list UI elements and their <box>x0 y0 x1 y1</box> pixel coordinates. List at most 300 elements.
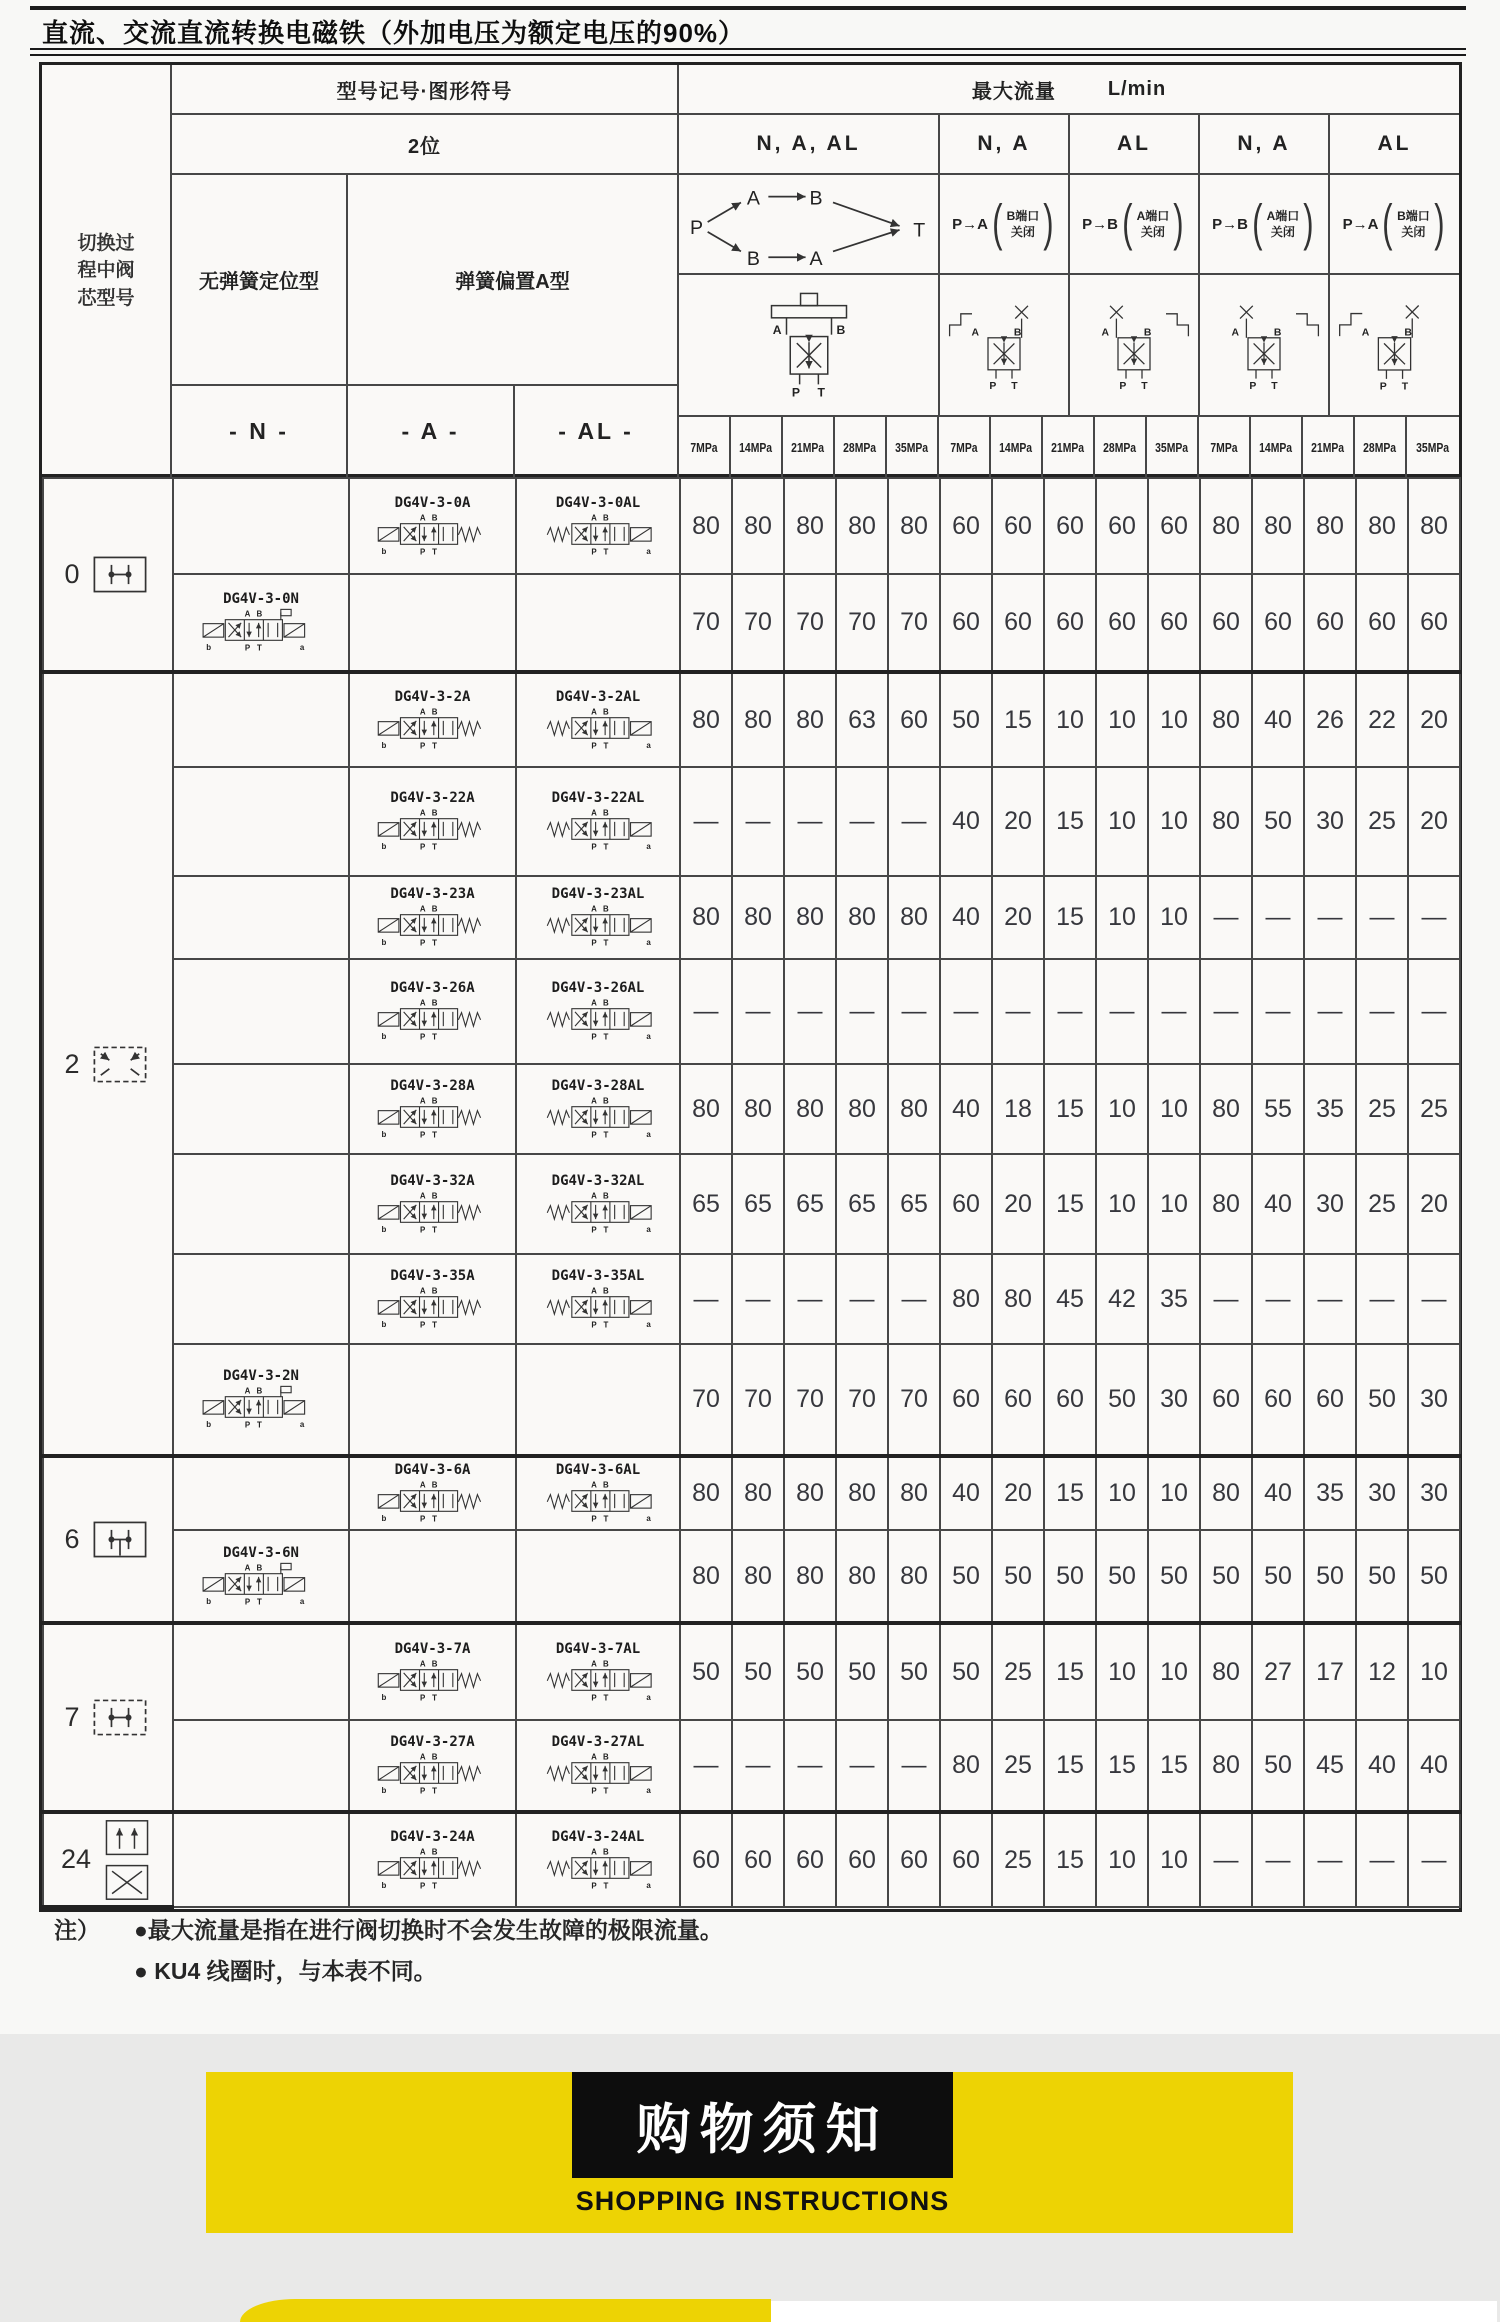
valve-schematic-icon <box>527 1284 669 1330</box>
flow-value: — <box>1408 1254 1460 1344</box>
solenoid-label: b <box>380 1513 386 1523</box>
port-label: A <box>591 1480 597 1490</box>
flow-value: 80 <box>732 1064 784 1154</box>
port-label: A <box>244 1563 251 1573</box>
title-divider <box>30 48 1466 56</box>
model-number: DG4V-3-0A <box>394 494 471 511</box>
solenoid-label: a <box>646 1129 651 1139</box>
solenoid-label: a <box>646 841 651 851</box>
flow-value: 80 <box>732 672 784 767</box>
flow-value: 35 <box>1148 1254 1200 1344</box>
flow-value: — <box>1200 1254 1252 1344</box>
flow-value: 60 <box>680 1812 732 1907</box>
positions-header <box>172 115 679 175</box>
port-label: B <box>431 904 437 914</box>
flow-value: 60 <box>1200 1344 1252 1456</box>
model-cell <box>349 1456 516 1530</box>
flow-value: 60 <box>1096 574 1148 672</box>
closed-port-line: 关闭 <box>1140 225 1165 239</box>
flow-value: 25 <box>1356 1154 1408 1254</box>
port-label: T <box>431 1514 437 1524</box>
port-label: P <box>591 1225 597 1235</box>
spool-number: 7 <box>64 1702 80 1732</box>
pressure-header <box>731 417 783 477</box>
flow-path-diagram <box>684 177 934 271</box>
solenoid-label: a <box>646 937 651 947</box>
valve-schematic-icon <box>362 705 504 751</box>
port-label: T <box>431 1032 437 1042</box>
note-line: ● KU4 线圈时，与本表不同。 <box>134 1958 437 1984</box>
solenoid-label: b <box>380 841 386 851</box>
model-cell <box>349 876 516 959</box>
flow-value: — <box>1096 959 1148 1064</box>
flow-value: 70 <box>888 1344 940 1456</box>
port-label: A <box>419 1480 426 1490</box>
bracket: ( <box>1122 195 1133 252</box>
flow-value: 50 <box>1252 767 1304 876</box>
flow-value: 50 <box>680 1623 732 1720</box>
spool-symbol-icon <box>88 551 152 598</box>
flow-value: — <box>888 1254 940 1344</box>
flow-value: 60 <box>1044 478 1096 574</box>
flow-value: 80 <box>1252 478 1304 574</box>
flow-value: 50 <box>1356 1530 1408 1623</box>
banner-title-box <box>572 2072 953 2178</box>
flow-value: 65 <box>888 1154 940 1254</box>
flow-value: 25 <box>992 1812 1044 1907</box>
flow-value: 40 <box>940 1456 992 1530</box>
flow-value: 50 <box>732 1623 784 1720</box>
flow-value: — <box>1044 959 1096 1064</box>
port-label: T <box>256 643 262 653</box>
flow-value: 60 <box>1252 574 1304 672</box>
flow-value: — <box>1200 959 1252 1064</box>
flow-value: 80 <box>888 1064 940 1154</box>
flow-value: 63 <box>836 672 888 767</box>
valve-symbol-icon <box>1200 289 1328 401</box>
solenoid-label: b <box>206 1419 212 1429</box>
flow-path-cell <box>679 175 940 275</box>
flow-value: 12 <box>1356 1623 1408 1720</box>
flow-value: 50 <box>1252 1720 1304 1812</box>
port-label: P <box>419 1225 425 1235</box>
port-label: A <box>419 904 426 914</box>
flow-value: 60 <box>1148 574 1200 672</box>
flow-value: — <box>1304 959 1356 1064</box>
port-label: P <box>1119 381 1127 392</box>
flow-value: 40 <box>1408 1720 1460 1812</box>
port-label: T <box>431 741 437 751</box>
model-number: DG4V-3-32AL <box>551 1172 645 1189</box>
flow-value: 35 <box>1304 1456 1356 1530</box>
solenoid-label: b <box>380 1692 386 1702</box>
model-number: DG4V-3-35A <box>390 1267 475 1284</box>
flow-value: 50 <box>940 1623 992 1720</box>
model-number: DG4V-3-28AL <box>551 1077 645 1094</box>
flow-value: — <box>1408 959 1460 1064</box>
flow-value: 10 <box>1096 672 1148 767</box>
pressure-label: 35MPa <box>1155 439 1189 455</box>
port-label: A <box>591 513 597 523</box>
port-label: A <box>244 609 251 619</box>
port-label: B <box>1273 327 1282 339</box>
flow-value: 80 <box>1200 1623 1252 1720</box>
flow-value: 30 <box>1408 1456 1460 1530</box>
flow-value: — <box>1304 876 1356 959</box>
model-cell <box>516 767 680 876</box>
flow-value: 70 <box>784 574 836 672</box>
flow-group-header <box>940 115 1070 175</box>
valve-schematic-icon <box>527 806 669 852</box>
model-cell <box>349 672 516 767</box>
flow-value: 50 <box>940 1530 992 1623</box>
flow-value: 80 <box>1200 1064 1252 1154</box>
port-label: T <box>1141 381 1148 392</box>
model-cell <box>349 1254 516 1344</box>
flow-value: 60 <box>1408 574 1460 672</box>
flow-value: 80 <box>784 1064 836 1154</box>
flow-value: 35 <box>1304 1064 1356 1154</box>
flow-group-header <box>1070 115 1200 175</box>
port-label: T <box>603 1514 609 1524</box>
model-number: DG4V-3-0AL <box>555 494 641 511</box>
flow-value: 60 <box>992 574 1044 672</box>
flow-value: 60 <box>1356 574 1408 672</box>
pressure-label: 14MPa <box>1259 439 1293 455</box>
flow-value: 80 <box>1200 1154 1252 1254</box>
model-cell <box>173 672 349 767</box>
port-label: P <box>419 1514 425 1524</box>
flow-value: 70 <box>836 1344 888 1456</box>
flow-value: 10 <box>1096 1456 1148 1530</box>
flow-value: — <box>940 959 992 1064</box>
model-number: DG4V-3-23A <box>390 886 475 902</box>
port-label: B <box>256 1563 263 1573</box>
port-label: P <box>689 216 703 239</box>
port-label: T <box>431 1225 437 1235</box>
valve-schematic-icon <box>190 607 332 653</box>
flow-value: 15 <box>1148 1720 1200 1812</box>
flow-value: 15 <box>1096 1720 1148 1812</box>
flow-value: — <box>1356 959 1408 1064</box>
flow-value: 80 <box>784 672 836 767</box>
flow-direction-cell <box>1200 175 1330 275</box>
pressure-label: 14MPa <box>739 439 773 455</box>
port-label: A <box>591 998 597 1008</box>
port-label: T <box>603 1693 609 1703</box>
flow-value: 10 <box>1148 1456 1200 1530</box>
model-number: DG4V-3-7A <box>394 1640 471 1657</box>
flow-value: 15 <box>1044 767 1096 876</box>
flow-value: 60 <box>888 1812 940 1907</box>
flow-value: — <box>1252 1254 1304 1344</box>
port-label: P <box>591 842 597 852</box>
closed-port-line: 关闭 <box>1401 225 1426 239</box>
pressure-label: 7MPa <box>950 439 978 455</box>
solenoid-label: a <box>299 642 305 652</box>
table-notes <box>54 1912 723 1986</box>
model-cell <box>516 959 680 1064</box>
model-cell <box>516 876 680 959</box>
pressure-label: 7MPa <box>690 439 718 455</box>
flow-value: 60 <box>940 1154 992 1254</box>
port-label: A <box>1101 327 1109 339</box>
flow-value: 25 <box>1408 1064 1460 1154</box>
port-label: A <box>971 327 979 339</box>
label: 2位 <box>407 135 442 158</box>
solenoid-label: a <box>646 740 651 750</box>
valve-schematic-icon <box>362 1750 504 1796</box>
port-label: P <box>591 1130 597 1140</box>
flow-direction: P→B <box>1082 215 1118 233</box>
valve-schematic-icon <box>527 1478 669 1524</box>
flow-value: — <box>680 959 732 1064</box>
model-cell <box>516 1064 680 1154</box>
valve-schematic-icon <box>527 511 669 557</box>
flow-value: — <box>1252 959 1304 1064</box>
pressure-header <box>1407 417 1459 477</box>
flow-value: 10 <box>1148 1064 1200 1154</box>
flow-value: — <box>1304 1812 1356 1907</box>
flow-direction-cell <box>1330 175 1459 275</box>
spool-number: 2 <box>64 1048 80 1079</box>
port-label: A <box>419 513 426 523</box>
flow-value: 20 <box>1408 1154 1460 1254</box>
port-label: P <box>591 1786 597 1796</box>
flow-direction-cell <box>940 175 1070 275</box>
valve-symbol-header <box>1330 275 1459 417</box>
flow-value: 50 <box>888 1623 940 1720</box>
pressure-header <box>1095 417 1147 477</box>
model-number: DG4V-3-6A <box>394 1462 471 1478</box>
port-label: B <box>431 1752 437 1762</box>
port-label: T <box>1271 381 1278 392</box>
label: - AL - <box>558 418 634 444</box>
pressure-label: 35MPa <box>1416 439 1450 455</box>
flow-value: 80 <box>680 876 732 959</box>
solenoid-label: a <box>646 1513 651 1523</box>
model-cell <box>173 1623 349 1720</box>
valve-schematic-icon <box>362 1284 504 1330</box>
model-cell <box>173 1812 349 1907</box>
port-label: A <box>591 1752 597 1762</box>
spool-number: 6 <box>64 1524 80 1554</box>
model-number: DG4V-3-2AL <box>555 688 641 705</box>
flow-value: 10 <box>1408 1623 1460 1720</box>
flow-value: 80 <box>784 1456 836 1530</box>
flow-value: 65 <box>680 1154 732 1254</box>
model-number: DG4V-3-26AL <box>551 980 645 996</box>
port-label: P <box>591 938 597 948</box>
notes-prefix: 注） <box>54 1917 100 1943</box>
port-label: P <box>419 1130 425 1140</box>
flow-value: 50 <box>992 1530 1044 1623</box>
port-label: T <box>431 1786 437 1796</box>
flow-value: 80 <box>680 1064 732 1154</box>
next-section-shape <box>240 2299 771 2322</box>
flow-value: — <box>784 1720 836 1812</box>
port-label: P <box>419 1032 425 1042</box>
solenoid-label: b <box>380 1319 386 1329</box>
flow-value: — <box>680 767 732 876</box>
port-label: A <box>419 808 426 818</box>
flow-value: — <box>1252 1812 1304 1907</box>
flow-value: 10 <box>1096 876 1148 959</box>
model-cell <box>173 1254 349 1344</box>
port-label: B <box>746 248 760 271</box>
port-label: P <box>1249 381 1257 392</box>
flow-value: 50 <box>1148 1530 1200 1623</box>
port-label: P <box>419 1320 425 1330</box>
port-label: T <box>603 1225 609 1235</box>
col-n-header <box>172 386 348 477</box>
port-label: T <box>431 1693 437 1703</box>
port-label: P <box>244 1420 251 1430</box>
flow-value: 30 <box>1148 1344 1200 1456</box>
flow-value: 20 <box>1408 767 1460 876</box>
model-number: DG4V-3-35AL <box>551 1267 645 1284</box>
flow-value: 50 <box>1044 1530 1096 1623</box>
pressure-header <box>1355 417 1407 477</box>
model-cell <box>349 959 516 1064</box>
pressure-header <box>1251 417 1303 477</box>
model-cell <box>516 1812 680 1907</box>
model-cell <box>516 1154 680 1254</box>
model-cell <box>349 478 516 574</box>
port-label: T <box>912 219 925 242</box>
flow-value: 60 <box>1044 574 1096 672</box>
flow-value: 80 <box>784 876 836 959</box>
flow-value: — <box>732 1720 784 1812</box>
flow-value: 10 <box>1096 767 1148 876</box>
port-label: T <box>603 1130 609 1140</box>
model-cell <box>173 1720 349 1812</box>
page-title: 直流、交流直流转换电磁铁（外加电压为额定电压的90%） <box>42 18 746 48</box>
port-label: T <box>603 1032 609 1042</box>
port-label: T <box>431 938 437 948</box>
flow-value: 80 <box>680 672 732 767</box>
pressure-label: 14MPa <box>999 439 1033 455</box>
flow-value: 25 <box>1356 1064 1408 1154</box>
flow-value: 60 <box>1044 1344 1096 1456</box>
valve-schematic-icon <box>527 1189 669 1235</box>
solenoid-label: b <box>380 1785 386 1795</box>
flow-value: 80 <box>836 1064 888 1154</box>
solenoid-label: a <box>646 1224 651 1234</box>
flow-value: 15 <box>1044 1623 1096 1720</box>
flow-value: 80 <box>680 1530 732 1623</box>
port-label: B <box>603 707 609 717</box>
bracket: ) <box>1303 195 1314 252</box>
flow-value: 40 <box>940 876 992 959</box>
pressure-header <box>887 417 939 477</box>
flow-value: 60 <box>784 1812 836 1907</box>
model-number: DG4V-3-24AL <box>551 1828 645 1845</box>
port-label: A <box>1231 327 1239 339</box>
port-label: B <box>603 1480 609 1490</box>
flow-value: 80 <box>888 876 940 959</box>
flow-value: 80 <box>992 1254 1044 1344</box>
flow-value: — <box>1148 959 1200 1064</box>
model-cell <box>173 1064 349 1154</box>
model-number: DG4V-3-26A <box>390 980 475 996</box>
spool-symbol-icon <box>88 1694 152 1741</box>
flow-value: 70 <box>680 574 732 672</box>
no-spring-header <box>172 175 348 386</box>
pressure-label: 28MPa <box>843 439 877 455</box>
solenoid-label: a <box>646 546 651 556</box>
label: N, A <box>977 132 1031 155</box>
pressure-label: 21MPa <box>791 439 825 455</box>
model-cell <box>173 1154 349 1254</box>
valve-schematic-icon <box>190 1561 332 1607</box>
port-label: P <box>419 1881 425 1891</box>
flow-value: — <box>784 959 836 1064</box>
port-label: A <box>591 1191 597 1201</box>
model-cell <box>173 767 349 876</box>
max-flow-header <box>679 65 1459 115</box>
model-cell <box>173 876 349 959</box>
note-line: ●最大流量是指在进行阀切换时不会发生故障的极限流量。 <box>134 1917 723 1943</box>
model-cell <box>173 959 349 1064</box>
flow-value: — <box>836 1254 888 1344</box>
bracket: ) <box>1173 195 1184 252</box>
port-label: P <box>419 1693 425 1703</box>
pressure-header <box>679 417 731 477</box>
flow-value: — <box>888 1720 940 1812</box>
flow-group-header <box>1200 115 1330 175</box>
flow-value: — <box>732 1254 784 1344</box>
flow-value: 60 <box>1148 478 1200 574</box>
solenoid-label: a <box>646 1319 651 1329</box>
port-label: B <box>1013 327 1022 339</box>
port-label: P <box>419 938 425 948</box>
port-label: B <box>1404 327 1412 339</box>
valve-symbol-header <box>940 275 1070 417</box>
valve-schematic-icon <box>527 1094 669 1140</box>
port-label: B <box>808 187 823 210</box>
label: N, A, AL <box>756 132 861 155</box>
flow-group-header <box>679 115 940 175</box>
flow-value: 27 <box>1252 1623 1304 1720</box>
table-body <box>42 477 1461 1909</box>
port-label: A <box>591 808 597 818</box>
label: - A - <box>401 418 460 444</box>
valve-symbol-icon <box>1070 289 1198 401</box>
col-a-header <box>348 386 515 477</box>
solenoid-label: b <box>380 937 386 947</box>
flow-value: 60 <box>940 1812 992 1907</box>
pressure-label: 21MPa <box>1311 439 1345 455</box>
flow-value: — <box>1408 876 1460 959</box>
flow-value: — <box>732 767 784 876</box>
model-cell <box>516 1254 680 1344</box>
flow-value: 70 <box>732 574 784 672</box>
flow-value: 20 <box>992 876 1044 959</box>
flow-value: — <box>888 959 940 1064</box>
model-number: DG4V-3-27AL <box>551 1734 645 1750</box>
port-label: B <box>431 1191 437 1201</box>
model-number: DG4V-3-27A <box>390 1734 475 1750</box>
port-label: B <box>431 513 437 523</box>
port-label: B <box>603 808 609 818</box>
flow-value: 70 <box>888 574 940 672</box>
port-label: B <box>256 1386 263 1396</box>
port-label: P <box>591 1881 597 1891</box>
pressure-header <box>991 417 1043 477</box>
port-label: T <box>1011 381 1018 392</box>
valve-symbol-header <box>679 275 940 417</box>
